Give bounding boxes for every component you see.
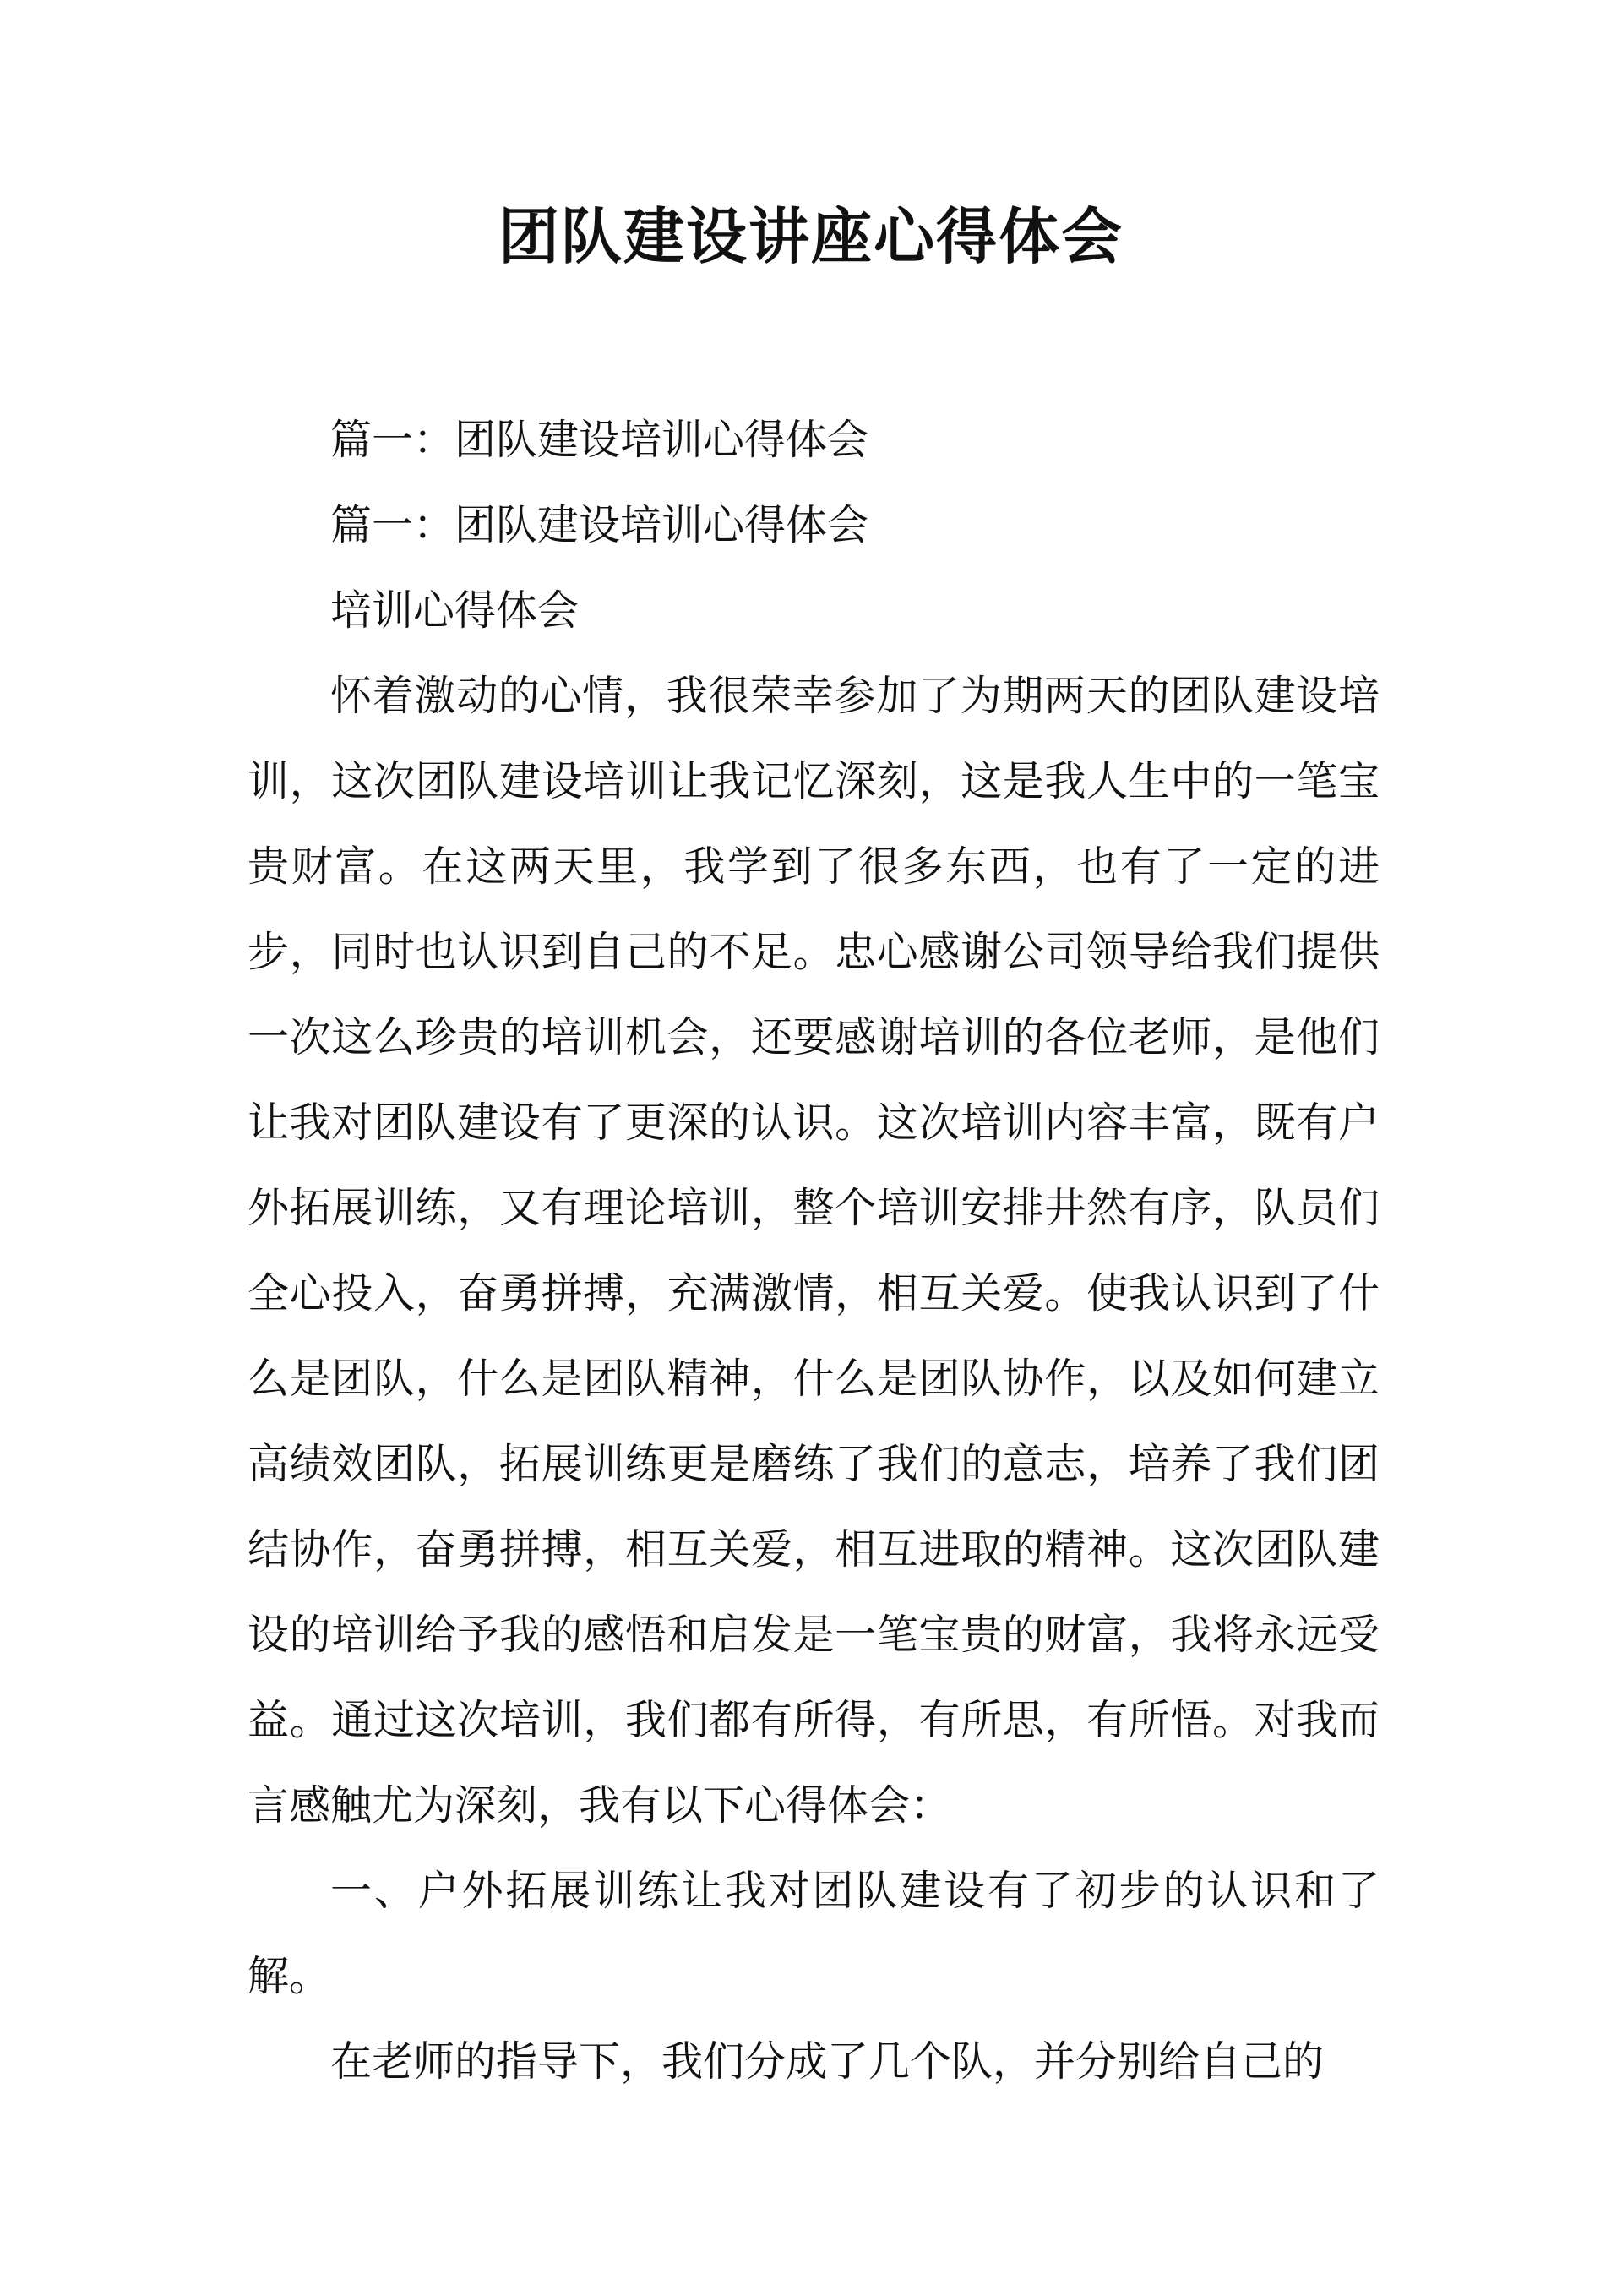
paragraph-subtitle: 培训心得体会 — [330, 586, 580, 635]
paragraph-section-heading-1: 篇一：团队建设培训心得体会 — [330, 416, 869, 464]
document-body — [248, 397, 1380, 2104]
paragraph-section-heading-2: 篇一：团队建设培训心得体会 — [330, 501, 869, 549]
paragraph-main-body: 怀着激动的心情，我很荣幸参加了为期两天的团队建设培训，这次团队建设培训让我记忆深刻，这是我人生中的一笔宝贵财富。在这两天里，我学到了很多东西，也有了一定的进步，同时也认识到自己的不足。忠心感谢公司领导给我们提供一次这么珍贵的培训机会，还要感谢培训的各位老师，是他们让我对团队建设有了更深的认识。这次培训内容丰富，既有户外拓展训练，又有理论培训，整个培训安排井然有序，队员们全心投入，奋勇拼搏，充满激情，相互关爱。使我认识到了什么是团队，什么是团队精神，什么是团队协作，以及如何建立高绩效团队，拓展训练更是磨练了我们的意志，培养了我们团结协作，奋勇拼搏，相互关爱，相互进取的精神。这次团队建设的培训给予我的感悟和启发是一笔宝贵的财富，我将永远受益。通过这次培训，我们都有所得，有所思，有所悟。对我而言感触尤为深刻，我有以下心得体会： — [248, 672, 1380, 1830]
document-title: 团队建设讲座心得体会 — [498, 200, 1124, 272]
paragraph-point-one: 一、户外拓展训练让我对团队建设有了初步的认识和了解。 — [248, 1867, 1380, 2000]
paragraph-continuation: 在老师的指导下，我们分成了几个队，并分别给自己的 — [330, 2037, 1325, 2086]
